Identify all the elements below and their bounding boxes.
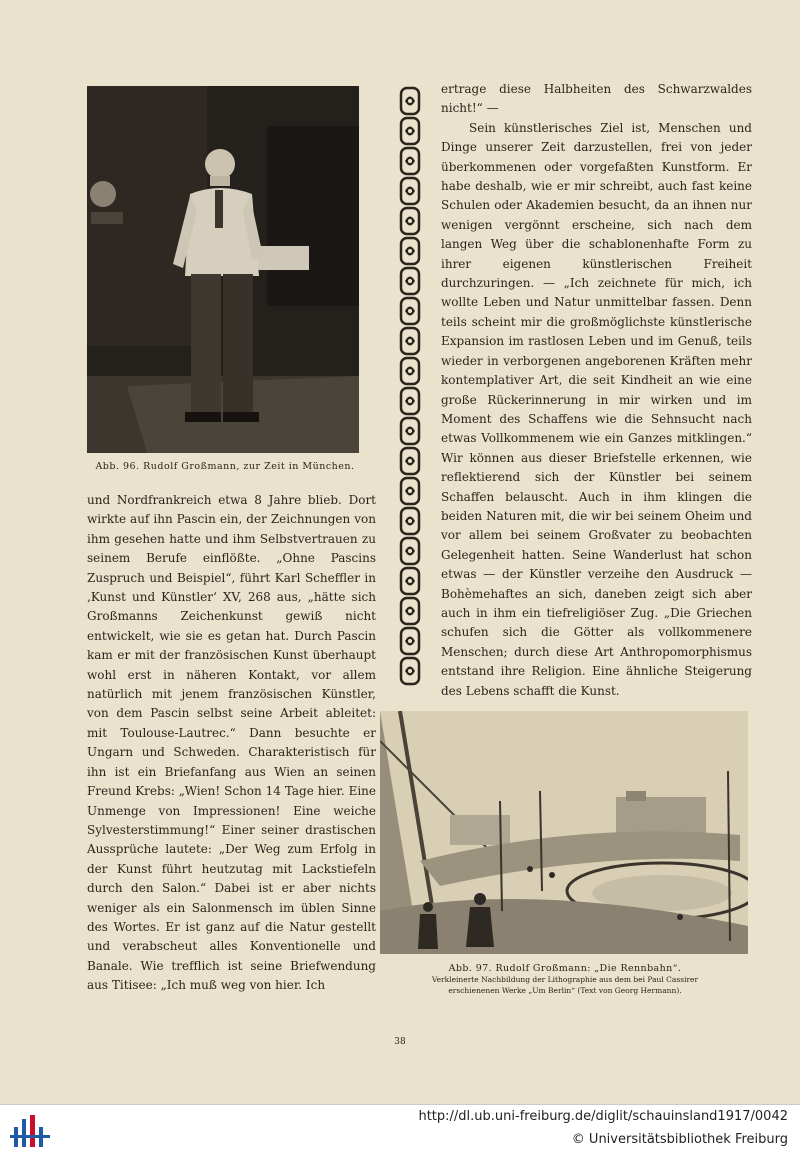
portrait-photo-graphic bbox=[87, 86, 359, 453]
viewer-footer bbox=[0, 1104, 800, 1157]
portrait-photo bbox=[87, 86, 359, 453]
figure-caption-note: erschienenen Werke „Um Berlin“ (Text von Georg Hermann). bbox=[448, 986, 682, 995]
paragraph: Sein künstlerisches Ziel ist, Menschen und Dinge unserer Zeit darzustellen, frei von jeder überkommenen oder vorgefaßten Kunstform. Er habe deshalb, wie er mir schreibt, auch fast keine Schulen oder Akademien besucht, da an ihnen nur wenigen vergönnt erscheine, sich nach dem langen Weg über die schablonenhafte Form zu ihrer eigenen künstlerischen Freiheit durchzuringen. — „Ich zeichnete für mich, ich wollte Leben und Natur unmittelbar fassen. Denn teils scheint mir die großmöglichste künstlerische Expansion im rastlosen Leben und im Genuß, teils wieder in verborgenen angeborenen Kräften mehr kontemplativer Art, die seit Kindheit an wie eine große Rückerinnerung in mir wirken und im Moment des Schaffens wie die Sehnsucht nach etwas Vollkommenem wie ein Ganzes mitklingen.“ Wir können aus dieser Briefstelle erkennen, wie reflektierend sich der Künstler bei seinem Schaffen belauscht. Auch in ihm klingen die beiden Naturen mit, die wir bei seinem Oheim und vor allem bei seinem Großvater zu beobachten Gelegenheit hatten. Seine Wanderlust hat schon etwas — der Künstler verzeihe den Ausdruck — Bohèmehaftes an sich, daneben zeigt sich aber auch in ihm ein tiefreligiöser Zug. „Die Griechen schufen sich die Götter als vollkommenere Menschen; durch diese Art Anthropomorphismus entstand ihre Religion. Eine ähnliche Steigerung des Lebens schafft die Kunst. bbox=[441, 120, 752, 698]
document-url-link[interactable]: http://dl.ub.uni-freiburg.de/diglit/schauinsland1917/0042 bbox=[418, 1109, 788, 1124]
figure-caption-title: Abb. 97. Rudolf Großmann: „Die Rennbahn“. bbox=[448, 963, 682, 974]
racetrack-lithograph bbox=[380, 711, 748, 954]
left-text-column bbox=[87, 491, 376, 996]
ornament-graphic bbox=[398, 86, 422, 686]
lithograph-graphic bbox=[380, 711, 748, 954]
university-logo-icon bbox=[10, 1113, 50, 1151]
page-number: 38 bbox=[394, 1037, 406, 1047]
figure-caption-block bbox=[384, 963, 746, 996]
figure-caption: Abb. 96. Rudolf Großmann, zur Zeit in München. bbox=[95, 461, 355, 472]
figure-caption-note: Verkleinerte Nachbildung der Lithographie aus dem bei Paul Cassirer bbox=[431, 975, 699, 984]
decorative-border bbox=[398, 86, 422, 686]
paragraph: und Nordfrankreich etwa 8 Jahre blieb. Dort wirkte auf ihn Pascin ein, der Zeichnungen von ihm gesehen hatte und ihm Selbstvertrauen zu seinem Berufe einflößte. „Ohne Pascins Zuspruch und Beispiel“, führt Karl Scheffler in ‚Kunst und Künstler‘ XV, 268 aus, „hätte sich Großmanns Zeichenkunst gewiß nicht entwickelt, wie sie es getan hat. Durch Pascin kam er mit der französischen Kunst überhaupt wohl erst in näheren Kontakt, vor allem natürlich mit jenem französischen Künstler, von dem Pascin selbst seine Arbeit ableitet: mit Toulouse-Lautrec.“ Dann besuchte er Ungarn und Schweden. Charakteristisch für ihn ist ein Briefanfang aus Wien an seinen Freund Krebs: „Wien! Schon 14 Tage hier. Eine Unmenge von Impressionen! Eine weiche Sylvesterstimmung!“ Einer seiner drastischen Aussprüche lautete: „Der Weg zum Erfolg in der Kunst führt heutzutag mit Lackstiefeln durch den Salon.“ Dabei ist er aber nichts weniger als ein Salonmensch im üblen Sinne des Wortes. Er ist ganz auf die Natur gestellt und verabscheut alles Konventionelle und Banale. Wie trefflich ist seine Briefwendung aus Titisee: „Ich muß weg von hier. Ich bbox=[87, 493, 376, 993]
copyright-notice: © Universitätsbibliothek Freiburg bbox=[571, 1132, 788, 1147]
paragraph: ertrage diese Halbheiten des Schwarzwaldes nicht!“ — bbox=[441, 82, 752, 116]
right-text-column bbox=[441, 80, 752, 701]
